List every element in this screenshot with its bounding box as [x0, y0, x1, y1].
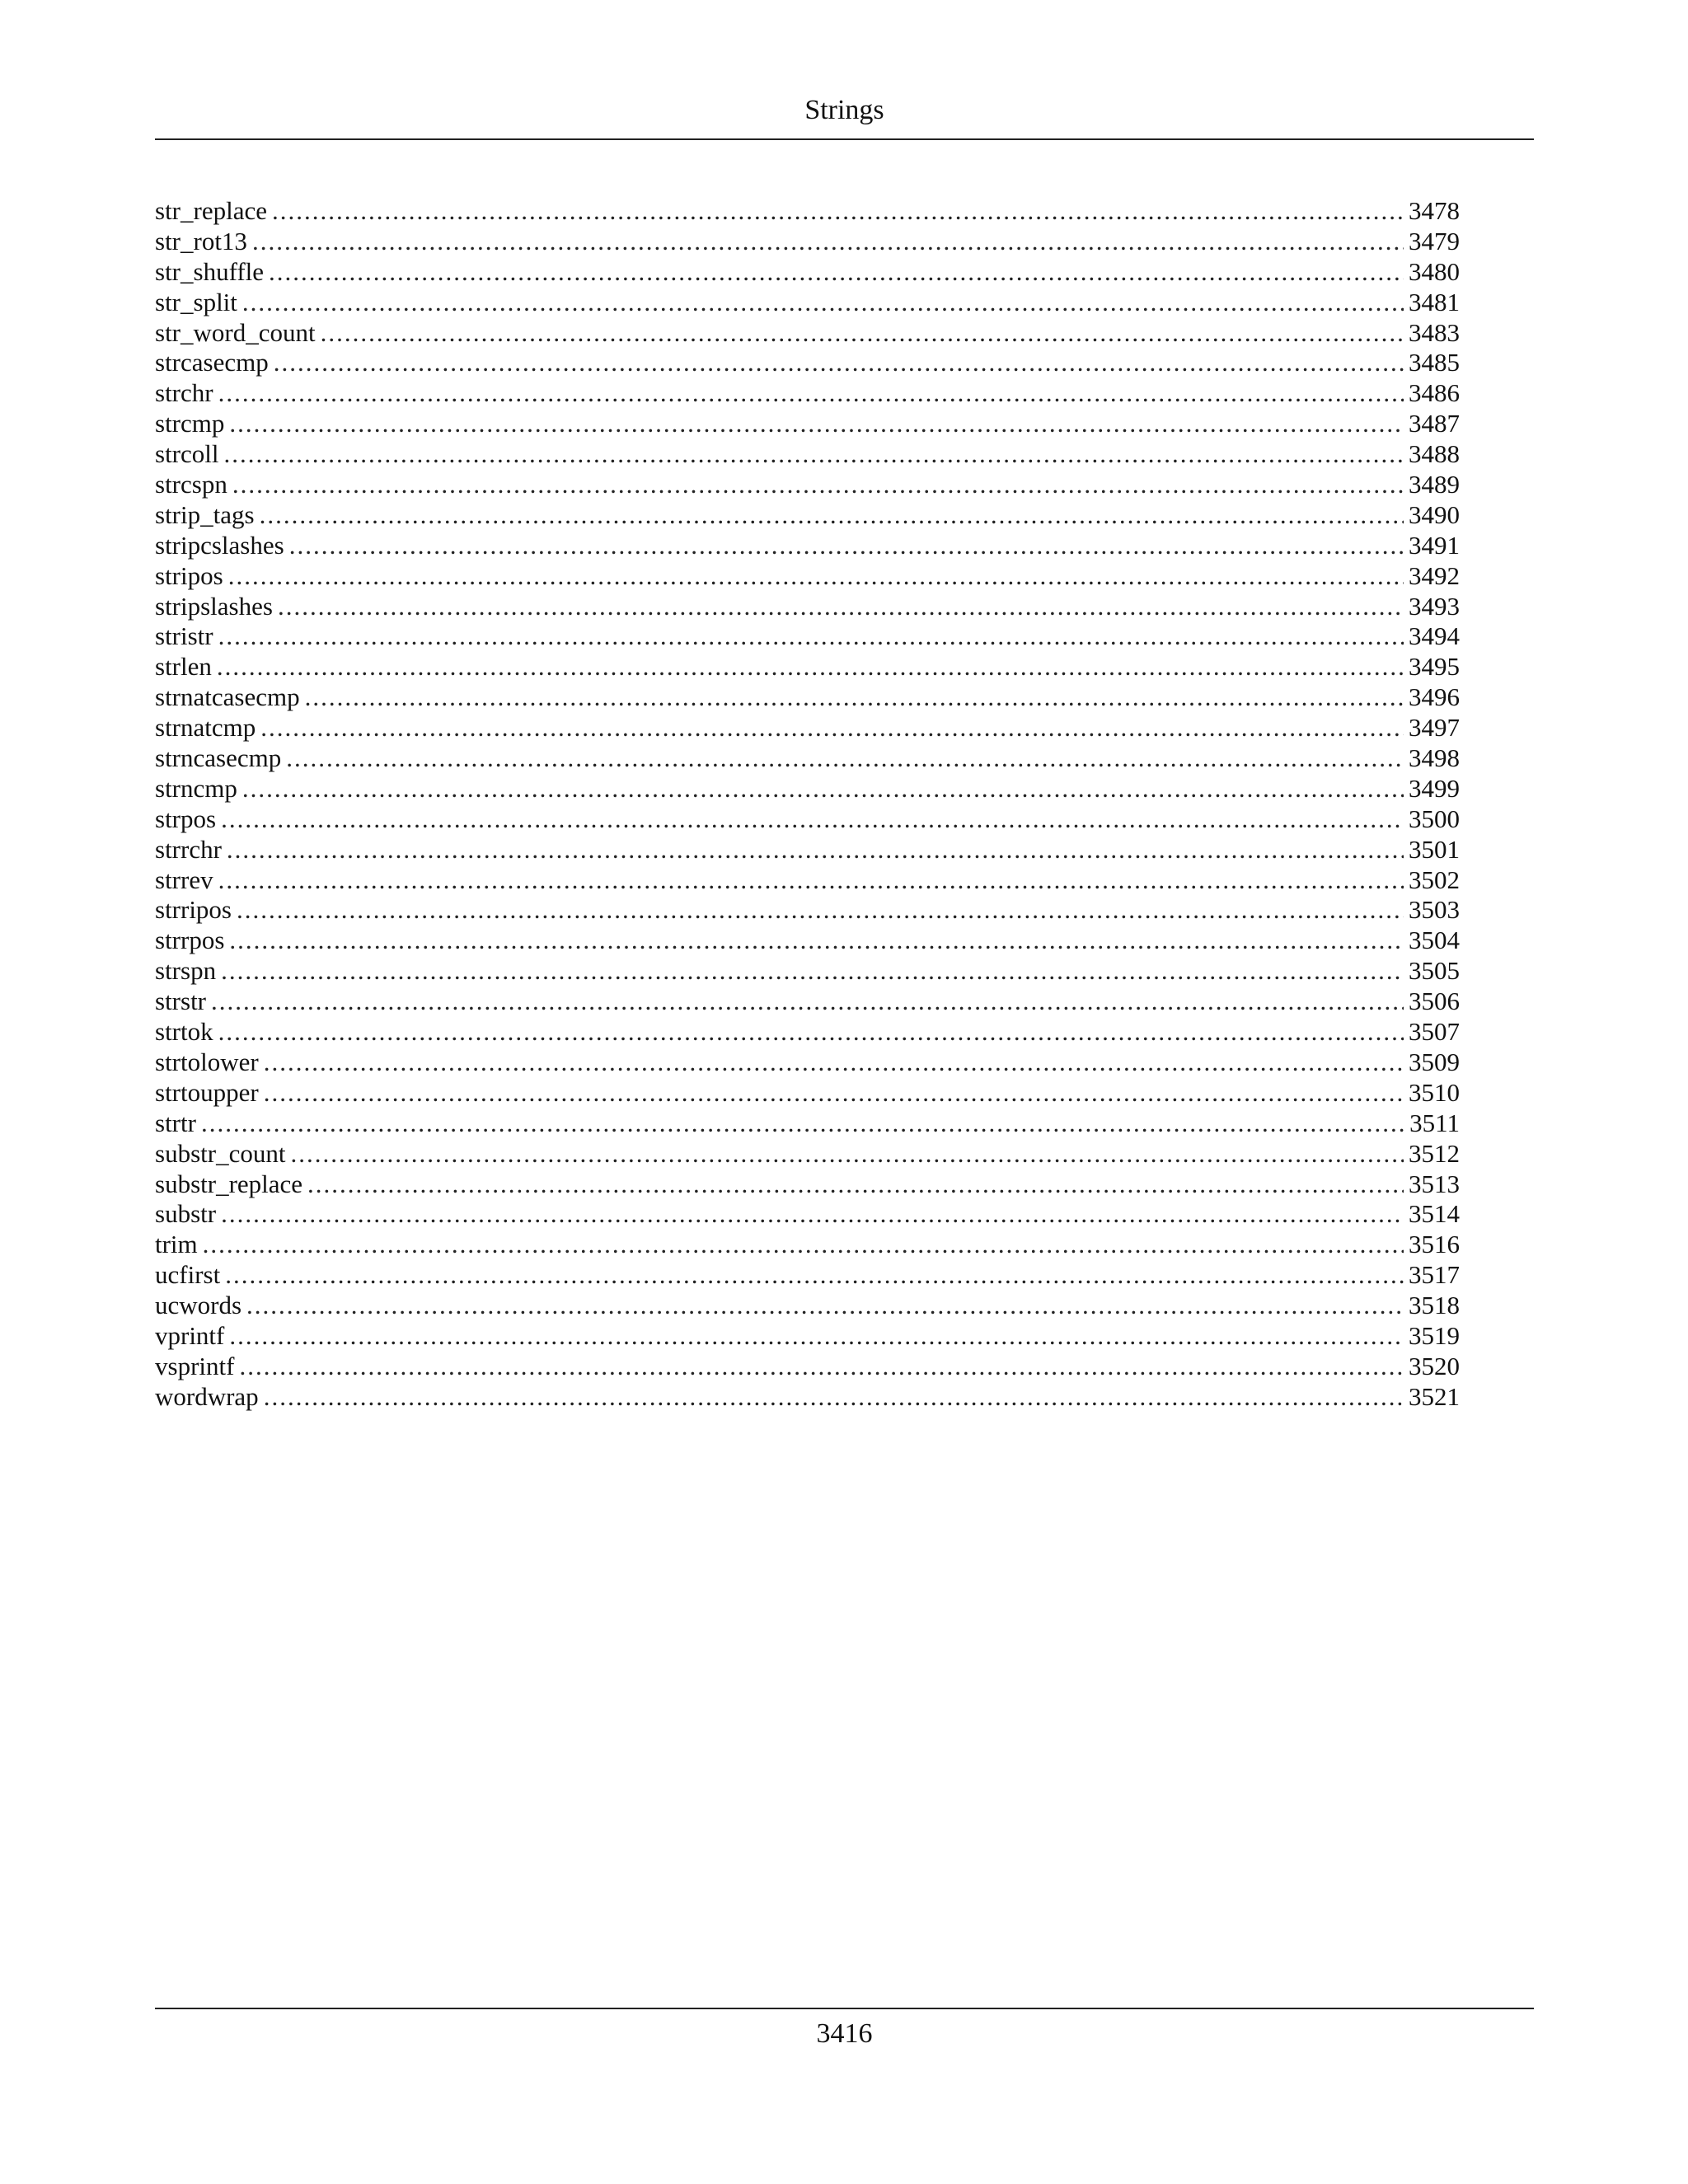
dot-leader — [272, 196, 1404, 227]
toc-entry-page: 3500 — [1409, 804, 1460, 833]
toc-entry[interactable] — [155, 1321, 1460, 1352]
toc-entry[interactable] — [155, 1108, 1460, 1139]
toc-entry-name: ucwords — [155, 1291, 242, 1320]
dot-leader — [229, 409, 1404, 439]
toc-entry-page: 3504 — [1409, 926, 1460, 955]
toc-entry-page: 3478 — [1409, 196, 1460, 225]
toc-entry[interactable] — [155, 1139, 1460, 1169]
toc-entry[interactable] — [155, 439, 1460, 470]
toc-entry[interactable] — [155, 288, 1460, 318]
toc-entry-page: 3511 — [1409, 1108, 1460, 1137]
toc-entry-page: 3481 — [1409, 287, 1460, 316]
toc-entry-page: 3479 — [1409, 226, 1460, 255]
toc-entry[interactable] — [155, 682, 1460, 713]
toc-entry-name: str_word_count — [155, 317, 316, 347]
dot-leader — [242, 774, 1404, 804]
dot-leader — [246, 1291, 1404, 1321]
toc-entry-page: 3507 — [1409, 1017, 1460, 1047]
toc-entry[interactable] — [155, 196, 1460, 227]
toc-entry[interactable] — [155, 348, 1460, 378]
dot-leader — [221, 804, 1404, 835]
toc-entry-name: str_rot13 — [155, 226, 247, 255]
dot-leader — [278, 592, 1404, 622]
toc-entry-name: stristr — [155, 621, 213, 651]
toc-entry-page: 3496 — [1409, 682, 1460, 712]
running-header-title: Strings — [804, 95, 884, 125]
dot-leader — [286, 743, 1404, 774]
toc-entry[interactable] — [155, 500, 1460, 531]
toc-entry[interactable] — [155, 257, 1460, 288]
toc-entry-page: 3510 — [1409, 1077, 1460, 1107]
dot-leader — [224, 439, 1404, 470]
dot-leader — [218, 1017, 1404, 1047]
toc-entry-page: 3494 — [1409, 621, 1460, 651]
toc-entry-page: 3521 — [1409, 1381, 1460, 1411]
toc-entry[interactable] — [155, 592, 1460, 622]
dot-leader — [242, 288, 1404, 318]
toc-entry[interactable] — [155, 227, 1460, 257]
page-number: 3416 — [816, 2018, 873, 2049]
toc-entry[interactable] — [155, 987, 1460, 1017]
dot-leader — [221, 1199, 1404, 1230]
dot-leader — [203, 1230, 1404, 1260]
toc-entry-name: str_split — [155, 287, 237, 316]
toc-entry-name: strcasecmp — [155, 348, 269, 377]
toc-entry-name: ucfirst — [155, 1260, 221, 1290]
toc-entry[interactable] — [155, 1230, 1460, 1260]
dot-leader — [232, 470, 1404, 500]
dot-leader — [201, 1108, 1404, 1139]
toc-entry[interactable] — [155, 1382, 1460, 1413]
toc-entry[interactable] — [155, 1047, 1460, 1078]
toc-entry[interactable] — [155, 743, 1460, 774]
toc-entry-page: 3512 — [1409, 1138, 1460, 1168]
dot-leader — [228, 561, 1404, 592]
toc-entry-name: trim — [155, 1230, 198, 1259]
toc-entry-page: 3513 — [1409, 1169, 1460, 1198]
dot-leader — [229, 1321, 1404, 1352]
toc-entry-name: strspn — [155, 956, 217, 986]
toc-entry-page: 3489 — [1409, 470, 1460, 499]
dot-leader — [221, 956, 1404, 987]
toc-entry-page: 3519 — [1409, 1320, 1460, 1350]
toc-entry[interactable] — [155, 1169, 1460, 1200]
toc-entry-name: strncmp — [155, 773, 237, 803]
dot-leader — [289, 531, 1404, 561]
toc-entry[interactable] — [155, 378, 1460, 409]
toc-entry-page: 3488 — [1409, 439, 1460, 469]
dot-leader — [305, 682, 1404, 713]
toc-entry-page: 3506 — [1409, 987, 1460, 1016]
toc-entry-name: substr_replace — [155, 1169, 303, 1198]
toc-entry-name: strstr — [155, 987, 206, 1016]
toc-entry-page: 3483 — [1409, 317, 1460, 347]
toc-entry[interactable] — [155, 652, 1460, 682]
dot-leader — [227, 835, 1404, 865]
toc-entry-name: strip_tags — [155, 499, 255, 529]
toc-entry-page: 3517 — [1409, 1260, 1460, 1290]
toc-entry-name: strlen — [155, 652, 212, 682]
toc-entry-name: vsprintf — [155, 1351, 235, 1380]
toc-entry[interactable] — [155, 1078, 1460, 1108]
dot-leader — [260, 713, 1404, 743]
toc-entry[interactable] — [155, 1291, 1460, 1321]
toc-entry-page: 3498 — [1409, 743, 1460, 773]
toc-entry[interactable] — [155, 1352, 1460, 1382]
toc-entry[interactable] — [155, 774, 1460, 804]
toc-entry-name: stripcslashes — [155, 530, 284, 560]
toc-entry-page: 3486 — [1409, 378, 1460, 408]
toc-entry-name: strcoll — [155, 439, 219, 469]
toc-entry-name: substr_count — [155, 1138, 286, 1168]
toc-entry[interactable] — [155, 926, 1460, 956]
dot-leader — [218, 865, 1404, 896]
dot-leader — [237, 895, 1404, 926]
toc-entry-name: strpos — [155, 804, 217, 833]
page-footer — [155, 2008, 1534, 2052]
dot-leader — [218, 621, 1404, 652]
table-of-contents — [155, 196, 1460, 1413]
dot-leader — [218, 378, 1404, 409]
dot-leader — [211, 987, 1404, 1017]
dot-leader — [307, 1169, 1404, 1200]
toc-entry-page: 3485 — [1409, 348, 1460, 377]
toc-entry-name: str_replace — [155, 196, 267, 225]
toc-entry[interactable] — [155, 621, 1460, 652]
dot-leader — [274, 348, 1404, 378]
toc-entry-page: 3520 — [1409, 1351, 1460, 1380]
dot-leader — [260, 500, 1404, 531]
toc-entry-name: strcmp — [155, 409, 225, 438]
toc-entry-name: strchr — [155, 378, 213, 408]
toc-entry-name: strtr — [155, 1108, 196, 1137]
toc-entry-name: strtok — [155, 1017, 213, 1047]
toc-entry-name: wordwrap — [155, 1381, 259, 1411]
toc-entry-name: stripos — [155, 560, 223, 590]
toc-entry-name: strncasecmp — [155, 743, 282, 773]
toc-entry-page: 3502 — [1409, 865, 1460, 894]
toc-entry[interactable] — [155, 561, 1460, 592]
toc-entry-page: 3491 — [1409, 530, 1460, 560]
toc-entry-page: 3480 — [1409, 256, 1460, 286]
dot-leader — [239, 1352, 1404, 1382]
toc-entry-page: 3495 — [1409, 652, 1460, 682]
toc-entry[interactable] — [155, 865, 1460, 896]
toc-entry-page: 3490 — [1409, 499, 1460, 529]
toc-entry-page: 3499 — [1409, 773, 1460, 803]
toc-entry-page: 3492 — [1409, 560, 1460, 590]
dot-leader — [225, 1260, 1404, 1291]
toc-entry[interactable] — [155, 409, 1460, 439]
toc-entry-name: strnatcasecmp — [155, 682, 300, 712]
toc-entry-page: 3493 — [1409, 591, 1460, 621]
toc-entry[interactable] — [155, 531, 1460, 561]
toc-entry-name: strnatcmp — [155, 713, 256, 743]
toc-entry-name: strrchr — [155, 834, 222, 864]
toc-entry-name: strtoupper — [155, 1077, 259, 1107]
toc-entry[interactable] — [155, 1260, 1460, 1291]
toc-entry-page: 3518 — [1409, 1291, 1460, 1320]
dot-leader — [269, 257, 1404, 288]
toc-entry-page: 3503 — [1409, 895, 1460, 925]
dot-leader — [252, 227, 1404, 257]
dot-leader — [264, 1382, 1404, 1413]
dot-leader — [264, 1078, 1404, 1108]
toc-entry-page: 3509 — [1409, 1047, 1460, 1076]
toc-entry[interactable] — [155, 1199, 1460, 1230]
dot-leader — [264, 1047, 1404, 1078]
toc-entry-name: stripslashes — [155, 591, 273, 621]
dot-leader — [229, 926, 1404, 956]
page-header — [155, 92, 1534, 140]
toc-entry-name: strrpos — [155, 926, 225, 955]
toc-entry[interactable] — [155, 804, 1460, 835]
toc-entry-name: strrev — [155, 865, 213, 894]
dot-leader — [290, 1139, 1404, 1169]
toc-entry[interactable] — [155, 318, 1460, 349]
toc-entry-name: strtolower — [155, 1047, 259, 1076]
toc-entry[interactable] — [155, 835, 1460, 865]
toc-entry-page: 3516 — [1409, 1230, 1460, 1259]
toc-entry[interactable] — [155, 1017, 1460, 1047]
toc-entry[interactable] — [155, 713, 1460, 743]
toc-entry-name: str_shuffle — [155, 256, 265, 286]
toc-entry-page: 3505 — [1409, 956, 1460, 986]
toc-entry-page: 3514 — [1409, 1199, 1460, 1229]
toc-entry-page: 3487 — [1409, 409, 1460, 438]
toc-entry[interactable] — [155, 895, 1460, 926]
toc-entry-name: strcspn — [155, 470, 227, 499]
toc-entry-name: substr — [155, 1199, 217, 1229]
toc-entry[interactable] — [155, 956, 1460, 987]
toc-entry-page: 3497 — [1409, 713, 1460, 743]
toc-entry-name: vprintf — [155, 1320, 225, 1350]
toc-entry-page: 3501 — [1409, 834, 1460, 864]
toc-entry[interactable] — [155, 470, 1460, 500]
dot-leader — [321, 318, 1404, 349]
dot-leader — [217, 652, 1404, 682]
toc-entry-name: strripos — [155, 895, 232, 925]
